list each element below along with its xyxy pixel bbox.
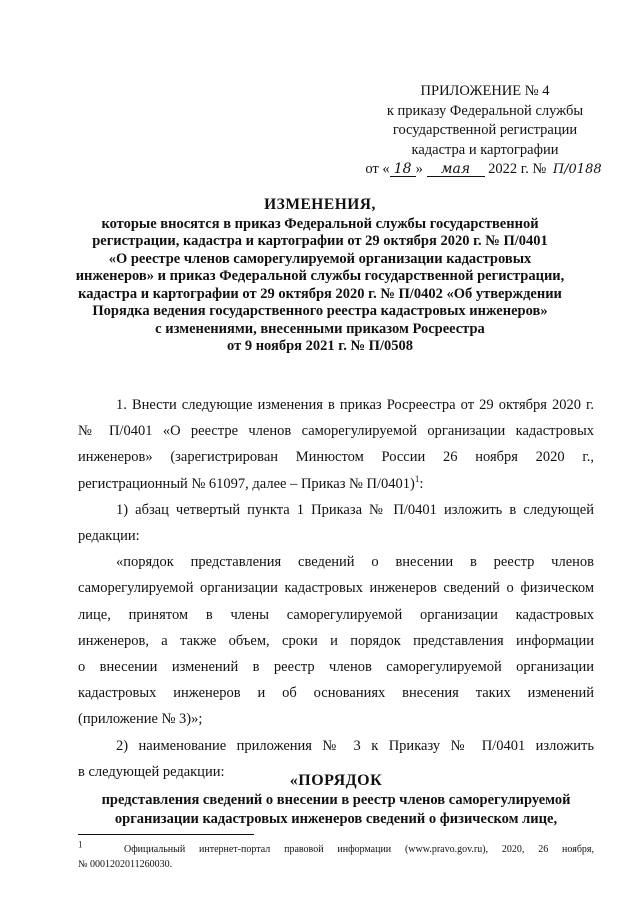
changes-title bbox=[40, 196, 600, 356]
title-line: «О реестре членов саморегулируемой организации кадастровых bbox=[108, 250, 532, 267]
footnote-line bbox=[78, 839, 595, 857]
procedure-title-line: представления сведений о внесении в реестр членов саморегулируемой bbox=[101, 791, 571, 808]
title-line: от 9 ноября 2021 г. № П/0508 bbox=[227, 338, 413, 354]
date-mid: » bbox=[415, 161, 423, 177]
procedure-title-main: «ПОРЯДОК bbox=[289, 772, 383, 789]
procedure-title bbox=[78, 771, 594, 830]
title-line: Порядка ведения государственного реестра кадастровых инженеров» bbox=[92, 303, 548, 319]
appendix-header bbox=[360, 82, 610, 180]
footnote-reference: 1 bbox=[414, 473, 420, 484]
appendix-agency-line: государственной регистрации bbox=[392, 122, 578, 138]
handwritten-order-number: П/0188 bbox=[552, 162, 602, 177]
footnote-mark: 1 bbox=[78, 839, 83, 850]
body-line-end: : bbox=[419, 475, 424, 492]
handwritten-day: 18 bbox=[390, 162, 416, 177]
date-prefix: от « bbox=[365, 161, 390, 177]
body-line: редакции: bbox=[78, 528, 140, 545]
body-line: (приложение № 3)»; bbox=[78, 711, 203, 728]
body-line: инженеров, а также объем, сроки и порядок представления информации bbox=[78, 632, 594, 649]
body-line: № П/0401 «О реестре членов саморегулируемой организации кадастровых bbox=[78, 423, 594, 440]
handwritten-month: мая bbox=[427, 162, 485, 177]
body-line: о внесении изменений в реестр членов саморегулируемой организации bbox=[78, 659, 594, 676]
body-line: саморегулируемой организации кадастровых инженеров сведений о физическом bbox=[78, 580, 594, 597]
footnote-text: Официальный интернет-портал правовой информации (www.pravo.gov.ru), 2020, 26 ноября, bbox=[123, 844, 595, 855]
body-line: 2) наименование приложения № 3 к Приказу № П/0401 изложить bbox=[116, 737, 594, 754]
footnote-line-2: № 0001202011260030. bbox=[78, 859, 173, 870]
date-year: 2022 г. № bbox=[488, 161, 547, 177]
body-line: лице, принятом в члены саморегулируемой организации кадастровых bbox=[78, 606, 594, 623]
title-line: регистрации, кадастра и картографии от 29 октября 2020 г. № П/0401 bbox=[92, 233, 548, 249]
appendix-number: ПРИЛОЖЕНИЕ № 4 bbox=[420, 83, 550, 99]
body-line: «порядок представления сведений о внесении в реестр членов bbox=[116, 554, 594, 571]
paragraph-3 bbox=[78, 549, 594, 732]
footnote bbox=[78, 839, 595, 872]
title-line: инженеров» и приказ Федеральной службы государственной регистрации, bbox=[75, 268, 565, 284]
procedure-title-line: организации кадастровых инженеров сведений о физическом лице, bbox=[114, 811, 558, 827]
body-line: 1) абзац четвертый пункта 1 Приказа № П/0401 изложить в следующей bbox=[116, 501, 594, 518]
title-line: кадастра и картографии от 29 октября 2020 г. № П/0402 «Об утверждении bbox=[78, 285, 562, 302]
paragraph-2 bbox=[78, 497, 594, 549]
title-line: которые вносятся в приказ Федеральной службы государственной bbox=[101, 215, 539, 232]
appendix-order-line: к приказу Федеральной службы bbox=[386, 102, 584, 119]
body-line: кадастровых инженеров и об основаниях внесения таких изменений bbox=[78, 685, 594, 702]
footnote-divider bbox=[78, 834, 254, 835]
body-line: 1. Внести следующие изменения в приказ Росреестра от 29 октября 2020 г. bbox=[116, 397, 594, 413]
body-line-text: регистрационный № 61097, далее – Приказ № П/0401) bbox=[78, 475, 415, 492]
title-main: ИЗМЕНЕНИЯ, bbox=[264, 196, 376, 213]
body-line: в следующей редакции: bbox=[78, 763, 225, 780]
paragraph-1 bbox=[78, 392, 594, 497]
title-line: с изменениями, внесенными приказом Росреестра bbox=[155, 320, 485, 337]
body-line: инженеров» (зарегистрирован Минюстом России 26 ноября 2020 г., bbox=[78, 449, 594, 466]
body-line-with-footnote bbox=[78, 471, 594, 497]
document-body bbox=[78, 392, 594, 785]
appendix-agency-line-2: кадастра и картографии bbox=[411, 141, 559, 158]
appendix-date-line bbox=[360, 160, 610, 180]
